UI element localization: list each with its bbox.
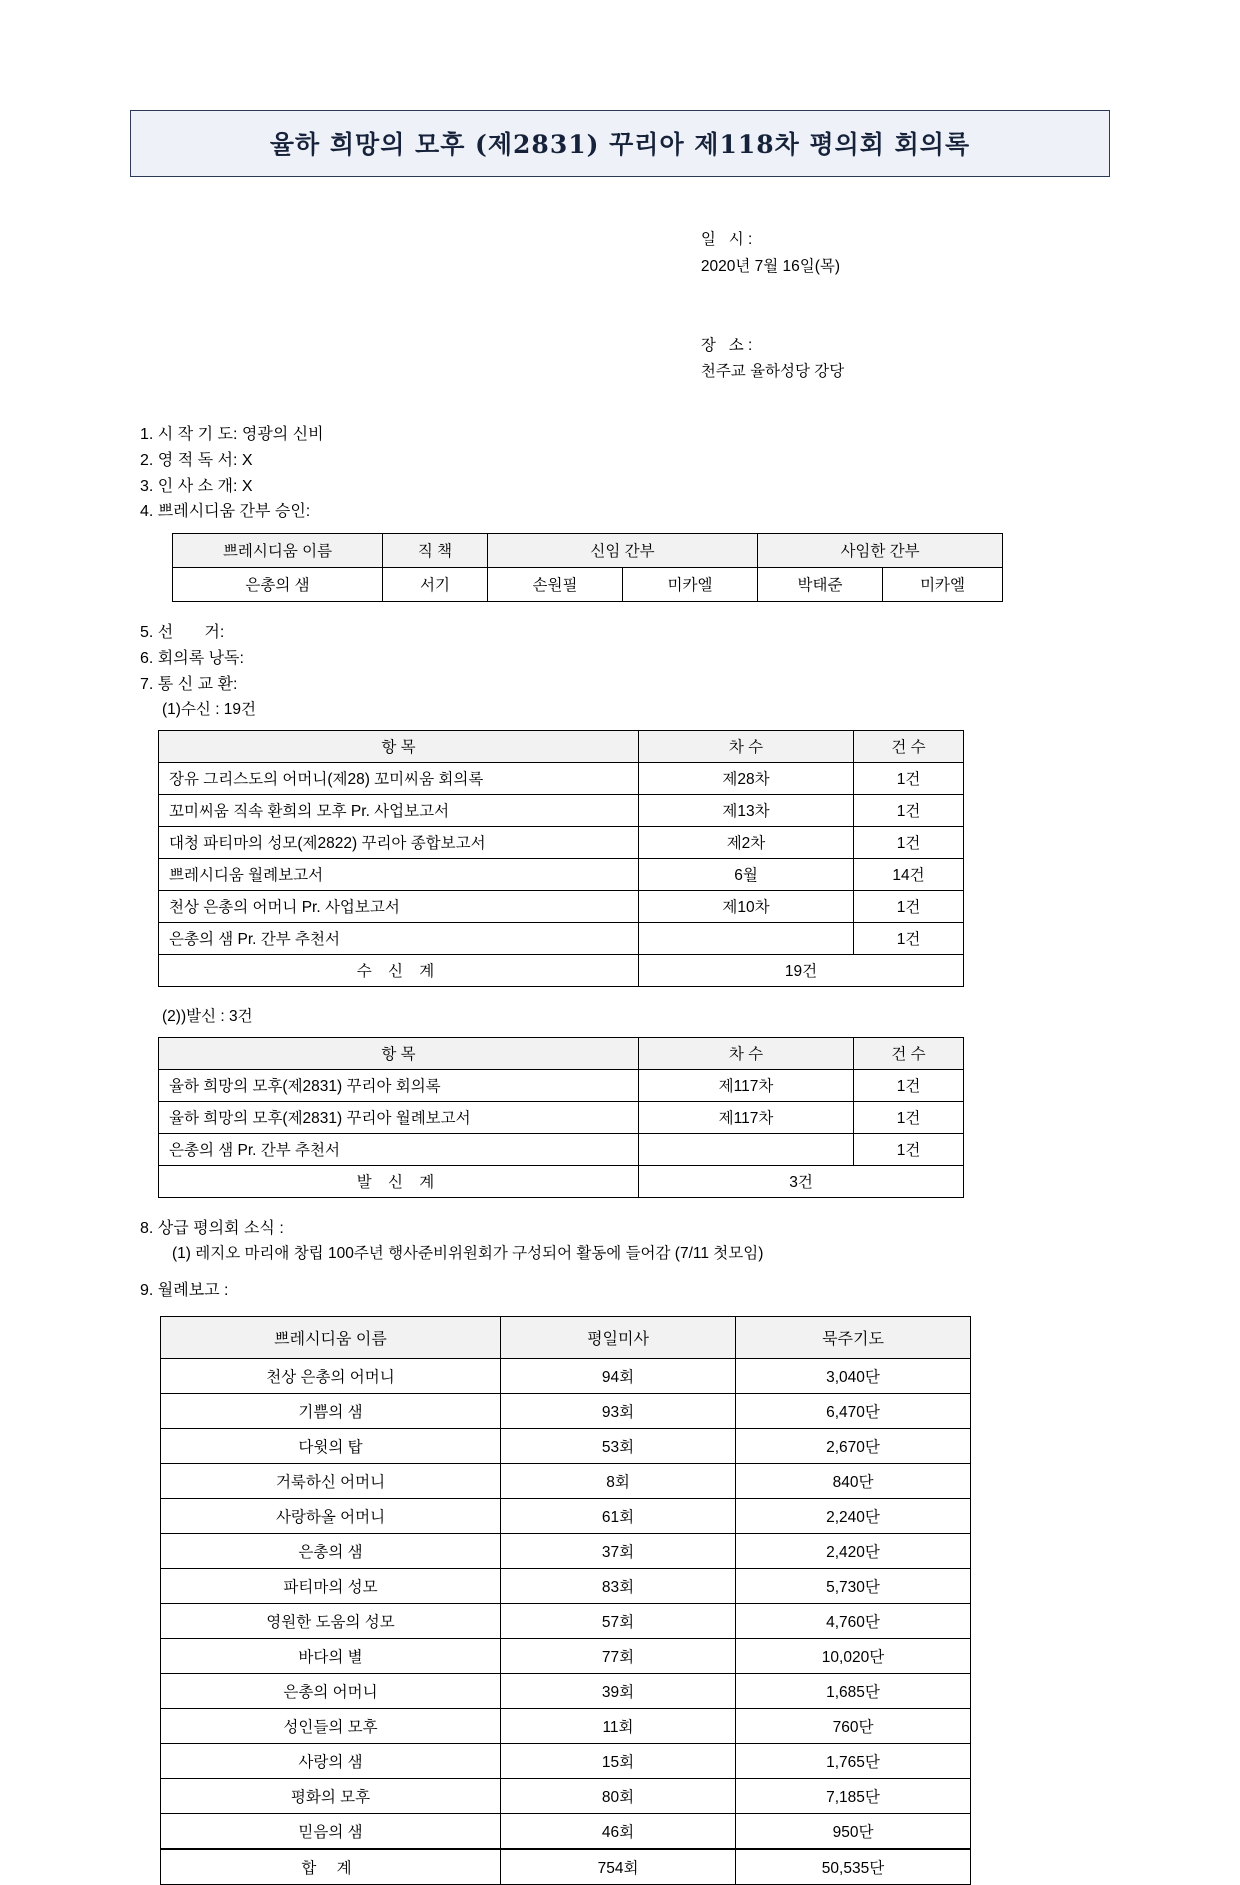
table-row [161,1709,971,1744]
table-row [161,1359,971,1394]
report-mass: 94회 [501,1359,736,1394]
sent-num: 1건 [854,1069,964,1101]
report-col-mass: 평일미사 [501,1317,736,1359]
received-num: 1건 [854,826,964,858]
sent-total-value: 3건 [639,1165,964,1197]
report-rosary: 6,470단 [736,1394,971,1429]
received-num: 1건 [854,890,964,922]
received-num: 14건 [854,858,964,890]
table-header-row [159,730,964,762]
meeting-place-row [675,306,1110,411]
sent-count: 제117차 [639,1069,854,1101]
table-header-row [161,1317,971,1359]
report-total-mass: 754회 [501,1849,736,1885]
report-name: 사랑하올 어머니 [161,1499,501,1534]
received-count: 제10차 [639,890,854,922]
received-num: 1건 [854,922,964,954]
meeting-place-label: 장 소 : [700,336,753,354]
table-row [161,1604,971,1639]
table-row [159,762,964,794]
table-header-row [159,1037,964,1069]
table-row [161,1639,971,1674]
received-count: 제2차 [639,826,854,858]
officer-new-member: 손원필 [488,568,623,602]
report-name: 은총의 어머니 [161,1674,501,1709]
table-row [161,1814,971,1850]
report-name: 성인들의 모후 [161,1709,501,1744]
table-row [161,1779,971,1814]
table-row [161,1394,971,1429]
officer-col-new: 신임 간부 [488,534,758,568]
agenda-item-6: 6. 회의록 낭독: [140,650,244,668]
table-row [173,568,1003,602]
sent-col-count: 차 수 [639,1037,854,1069]
received-item: 대청 파티마의 성모(제2822) 꾸리아 종합보고서 [159,826,639,858]
report-rosary: 1,765단 [736,1744,971,1779]
report-rosary: 2,240단 [736,1499,971,1534]
received-total-label: 수 신 계 [159,954,639,986]
table-row [161,1744,971,1779]
report-rosary: 760단 [736,1709,971,1744]
report-rosary: 7,185단 [736,1779,971,1814]
report-mass: 15회 [501,1744,736,1779]
officer-resigned-member: 박태준 [758,568,883,602]
report-rosary: 10,020단 [736,1639,971,1674]
report-name: 은총의 샘 [161,1534,501,1569]
officer-col-name: 쁘레시디움 이름 [173,534,383,568]
table-row [159,858,964,890]
officer-col-resigned: 사임한 간부 [758,534,1003,568]
report-mass: 80회 [501,1779,736,1814]
report-rosary: 3,040단 [736,1359,971,1394]
sent-col-item: 항 목 [159,1037,639,1069]
report-mass: 61회 [501,1499,736,1534]
report-name: 기쁨의 샘 [161,1394,501,1429]
agenda-item-8: 8. 상급 평의회 소식 : [140,1219,284,1237]
report-total-rosary: 50,535단 [736,1849,971,1885]
report-mass: 53회 [501,1429,736,1464]
report-rosary: 4,760단 [736,1604,971,1639]
received-correspondence-table [158,730,964,987]
agenda-item-4: 4. 쁘레시디움 간부 승인: [140,503,311,521]
report-mass: 39회 [501,1674,736,1709]
officer-col-position: 직 책 [383,534,488,568]
report-mass: 46회 [501,1814,736,1850]
report-rosary: 1,685단 [736,1674,971,1709]
report-col-rosary: 묵주기도 [736,1317,971,1359]
document-title-box [130,110,1110,177]
table-row [159,1101,964,1133]
table-row [161,1674,971,1709]
received-col-count: 차 수 [639,730,854,762]
table-row [161,1429,971,1464]
sent-total-row [159,1165,964,1197]
report-total-label: 합 계 [161,1849,501,1885]
agenda-item-7-received-label: (1)수신 : 19건 [162,701,257,719]
report-mass: 83회 [501,1569,736,1604]
agenda-item-5: 5. 선 거: [140,624,225,642]
report-name: 다윗의 탑 [161,1429,501,1464]
received-col-item: 항 목 [159,730,639,762]
agenda-item-7-sent-label: (2))발신 : 3건 [162,1007,253,1025]
table-row [159,794,964,826]
report-name: 거룩하신 어머니 [161,1464,501,1499]
page-title: 율하 희망의 모후 (제2831) 꾸리아 제118차 평의회 회의록 [269,130,971,159]
report-rosary: 2,670단 [736,1429,971,1464]
report-rosary: 840단 [736,1464,971,1499]
agenda-item-7: 7. 통 신 교 환: [140,676,238,694]
table-row [159,1069,964,1101]
sent-count: 제117차 [639,1101,854,1133]
received-item: 천상 은총의 어머니 Pr. 사업보고서 [159,890,639,922]
report-name: 천상 은총의 어머니 [161,1359,501,1394]
received-total-row [159,954,964,986]
report-col-name: 쁘레시디움 이름 [161,1317,501,1359]
sent-num: 1건 [854,1101,964,1133]
meeting-place-value: 천주교 율하성당 강당 [700,363,845,381]
meeting-meta [675,201,1110,412]
sent-item: 은총의 샘 Pr. 간부 추천서 [159,1133,639,1165]
sent-correspondence-table [158,1037,964,1198]
table-row [159,890,964,922]
report-name: 바다의 별 [161,1639,501,1674]
received-item: 꼬미씨움 직속 환희의 모후 Pr. 사업보고서 [159,794,639,826]
table-row [161,1534,971,1569]
report-mass: 57회 [501,1604,736,1639]
agenda-item-3: 3. 인 사 소 개: X [140,477,253,495]
meeting-date-value: 2020년 7월 16일(목) [700,257,841,275]
report-name: 파티마의 성모 [161,1569,501,1604]
agenda-item-1: 1. 시 작 기 도: 영광의 신비 [140,425,324,443]
sent-item: 율하 희망의 모후(제2831) 꾸리아 월례보고서 [159,1101,639,1133]
officer-position: 서기 [383,568,488,602]
received-count: 제28차 [639,762,854,794]
report-rosary: 5,730단 [736,1569,971,1604]
report-rosary: 2,420단 [736,1534,971,1569]
monthly-report-table [160,1316,971,1885]
table-row [161,1464,971,1499]
officer-approval-table [172,533,1003,602]
received-item: 장유 그리스도의 어머니(제28) 꼬미씨움 회의록 [159,762,639,794]
report-total-row [161,1849,971,1885]
received-count [639,922,854,954]
report-name: 믿음의 샘 [161,1814,501,1850]
received-num: 1건 [854,762,964,794]
meeting-date-row [675,201,1110,306]
agenda-item-9: 9. 월례보고 : [140,1282,229,1300]
report-mass: 37회 [501,1534,736,1569]
report-mass: 93회 [501,1394,736,1429]
table-row [159,826,964,858]
table-row [161,1569,971,1604]
report-name: 사랑의 샘 [161,1744,501,1779]
sent-col-num: 건 수 [854,1037,964,1069]
report-rosary: 950단 [736,1814,971,1850]
report-mass: 77회 [501,1639,736,1674]
received-col-num: 건 수 [854,730,964,762]
report-name: 평화의 모후 [161,1779,501,1814]
sent-total-label: 발 신 계 [159,1165,639,1197]
received-count: 제13차 [639,794,854,826]
report-mass: 11회 [501,1709,736,1744]
received-item: 쁘레시디움 월례보고서 [159,858,639,890]
table-row [159,1133,964,1165]
officer-resigned-role: 미카엘 [883,568,1003,602]
sent-item: 율하 희망의 모후(제2831) 꾸리아 회의록 [159,1069,639,1101]
received-total-value: 19건 [639,954,964,986]
table-header-row [173,534,1003,568]
agenda-item-2: 2. 영 적 독 서: X [140,451,253,469]
sent-count [639,1133,854,1165]
meeting-date-label: 일 시 : [700,231,753,249]
table-row [161,1499,971,1534]
received-count: 6월 [639,858,854,890]
officer-name: 은총의 샘 [173,568,383,602]
sent-num: 1건 [854,1133,964,1165]
received-item: 은총의 샘 Pr. 간부 추천서 [159,922,639,954]
report-mass: 8회 [501,1464,736,1499]
table-row [159,922,964,954]
received-num: 1건 [854,794,964,826]
officer-new-role: 미카엘 [623,568,758,602]
agenda-item-8-note: (1) 레지오 마리애 창립 100주년 행사준비위원회가 구성되어 활동에 들어감 (7/11 첫모임) [172,1244,764,1262]
report-name: 영원한 도움의 성모 [161,1604,501,1639]
